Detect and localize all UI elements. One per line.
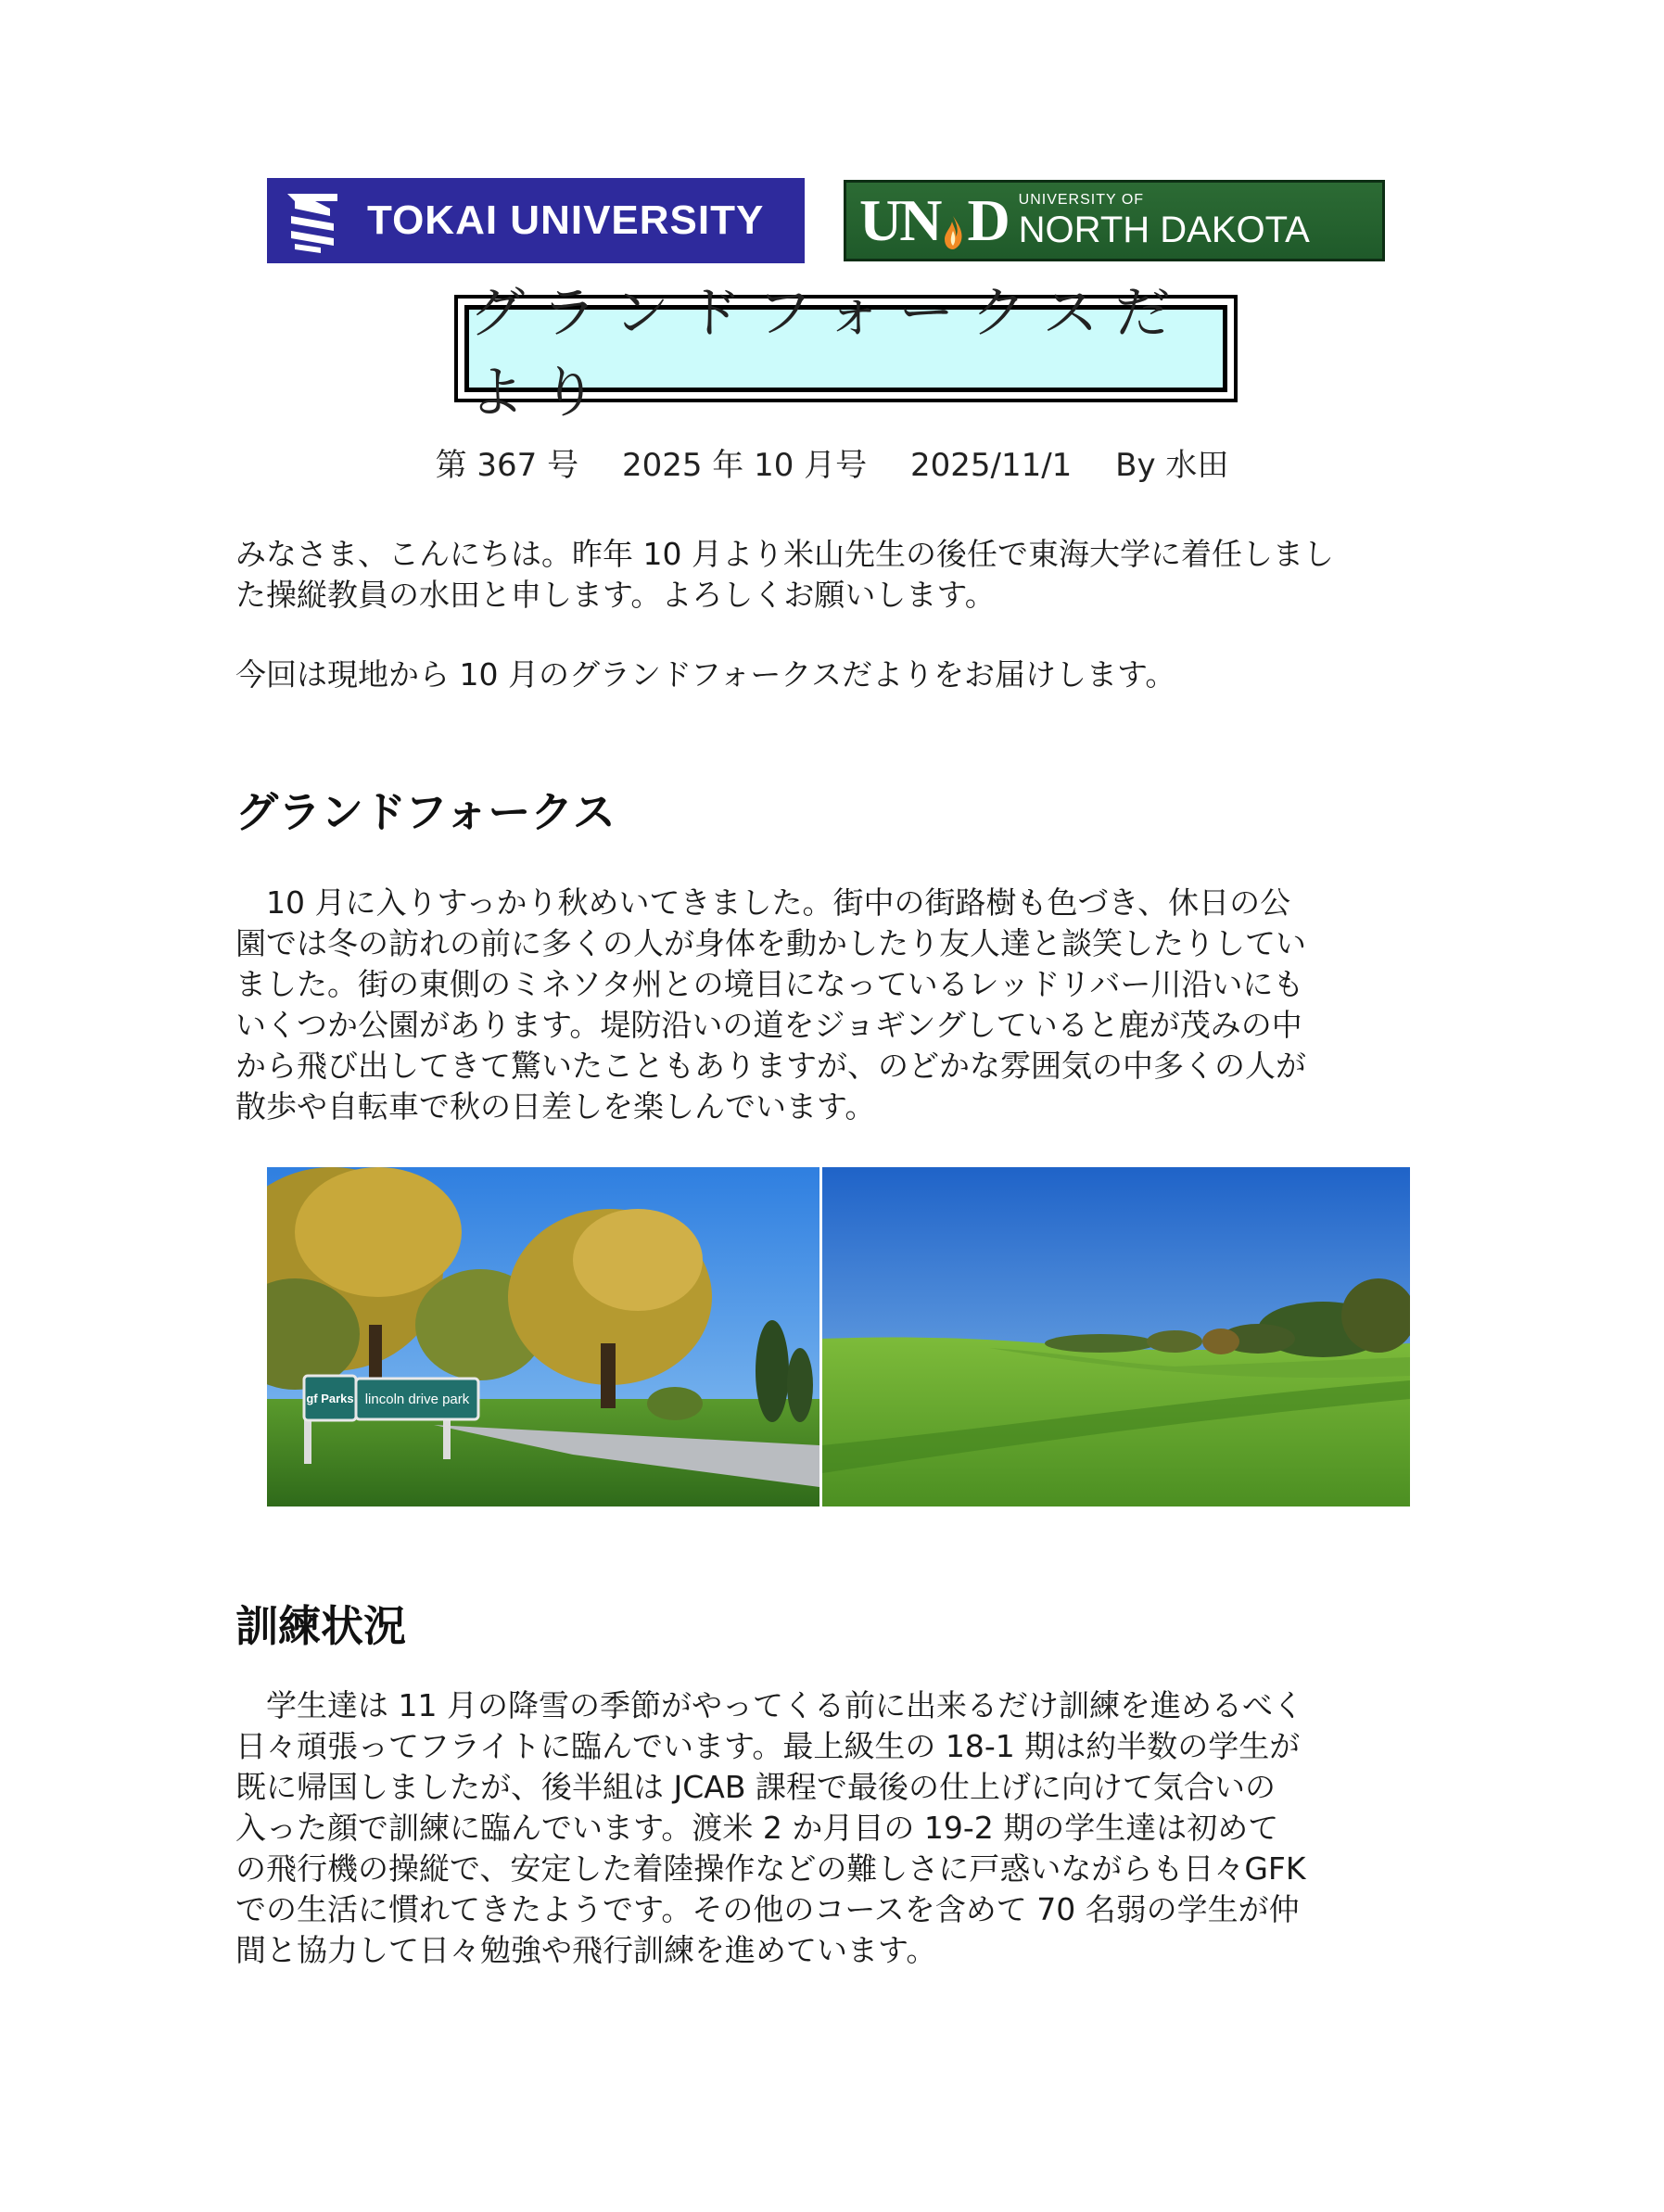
section1-line: ました。街の東側のミネソタ州との境目になっているレッドリバー川沿いにも bbox=[235, 966, 1304, 1002]
intro-line-1: みなさま、こんにちは。昨年 10 月より米山先生の後任で東海大学に着任しまし bbox=[235, 536, 1334, 572]
section2-line: 既に帰国しましたが、後半組は JCAB 課程で最後の仕上げに向けて気合いの bbox=[235, 1769, 1276, 1805]
park-photo-field bbox=[822, 1167, 1410, 1506]
section2-line: 入った顔で訓練に臨んでいます。渡米 2 か月目の 19-2 期の学生達は初めて bbox=[235, 1810, 1279, 1846]
tokai-university-logo bbox=[267, 178, 805, 263]
section1-line: から飛び出してきて驚いたこともありますが、のどかな雰囲気の中多くの人が bbox=[235, 1048, 1306, 1084]
flame-icon bbox=[941, 202, 965, 239]
newsletter-title-box bbox=[454, 281, 1238, 426]
park-sign-logo: gf Parks bbox=[306, 1392, 354, 1405]
und-north-dakota: NORTH DAKOTA bbox=[1018, 210, 1310, 250]
issue-info bbox=[0, 439, 1664, 485]
tokai-emblem-icon bbox=[284, 188, 341, 253]
section1-line: 園では冬の訪れの前に多くの人が身体を動かしたり友人達と談笑したりしてい bbox=[235, 925, 1306, 961]
intro-line-2: た操縦教員の水田と申します。よろしくお願いします。 bbox=[235, 577, 996, 613]
section2-line: の飛行機の操縦で、安定した着陸操作などの難しさに戸惑いながらも日々GFK bbox=[235, 1850, 1306, 1887]
newsletter-title: グランドフォークスだより bbox=[469, 281, 1188, 426]
section-heading-grand-forks: グランドフォークス bbox=[235, 787, 616, 837]
section1-line: いくつか公園があります。堤防沿いの道をジョギングしていると鹿が茂みの中 bbox=[235, 1007, 1302, 1043]
park-photo-lincoln-drive bbox=[267, 1167, 819, 1506]
park-sign-text: lincoln drive park bbox=[364, 1392, 470, 1407]
und-mark: U N D bbox=[859, 187, 1008, 253]
und-university-of: UNIVERSITY OF bbox=[1018, 192, 1145, 208]
section1-line: 散歩や自転車で秋の日差しを楽しんでいます。 bbox=[235, 1088, 876, 1125]
tokai-logo-text: TOKAI UNIVERSITY bbox=[367, 197, 765, 243]
section2-line: での生活に慣れてきたようです。その他のコースを含めて 70 名弱の学生が仲 bbox=[235, 1891, 1300, 1927]
issue-month: 2025 年 10 月号 bbox=[621, 447, 868, 484]
section2-line: 日々頑張ってフライトに臨んでいます。最上級生の 18-1 期は約半数の学生が bbox=[235, 1728, 1301, 1764]
section-heading-training: 訓練状況 bbox=[235, 1601, 406, 1651]
und-logo bbox=[844, 180, 1385, 261]
section2-line: 間と協力して日々勉強や飛行訓練を進めています。 bbox=[235, 1932, 937, 1968]
intro-line-3: 今回は現地から 10 月のグランドフォークスだよりをお届けします。 bbox=[235, 656, 1176, 693]
section1-line: 10 月に入りすっかり秋めいてきました。街中の街路樹も色づき、休日の公 bbox=[235, 884, 1291, 921]
issue-date: 2025/11/1 bbox=[909, 447, 1073, 484]
issue-author: By 水田 bbox=[1115, 447, 1229, 484]
issue-number: 第 367 号 bbox=[435, 447, 579, 484]
section2-line: 学生達は 11 月の降雪の季節がやってくる前に出来るだけ訓練を進めるべく bbox=[235, 1687, 1303, 1723]
